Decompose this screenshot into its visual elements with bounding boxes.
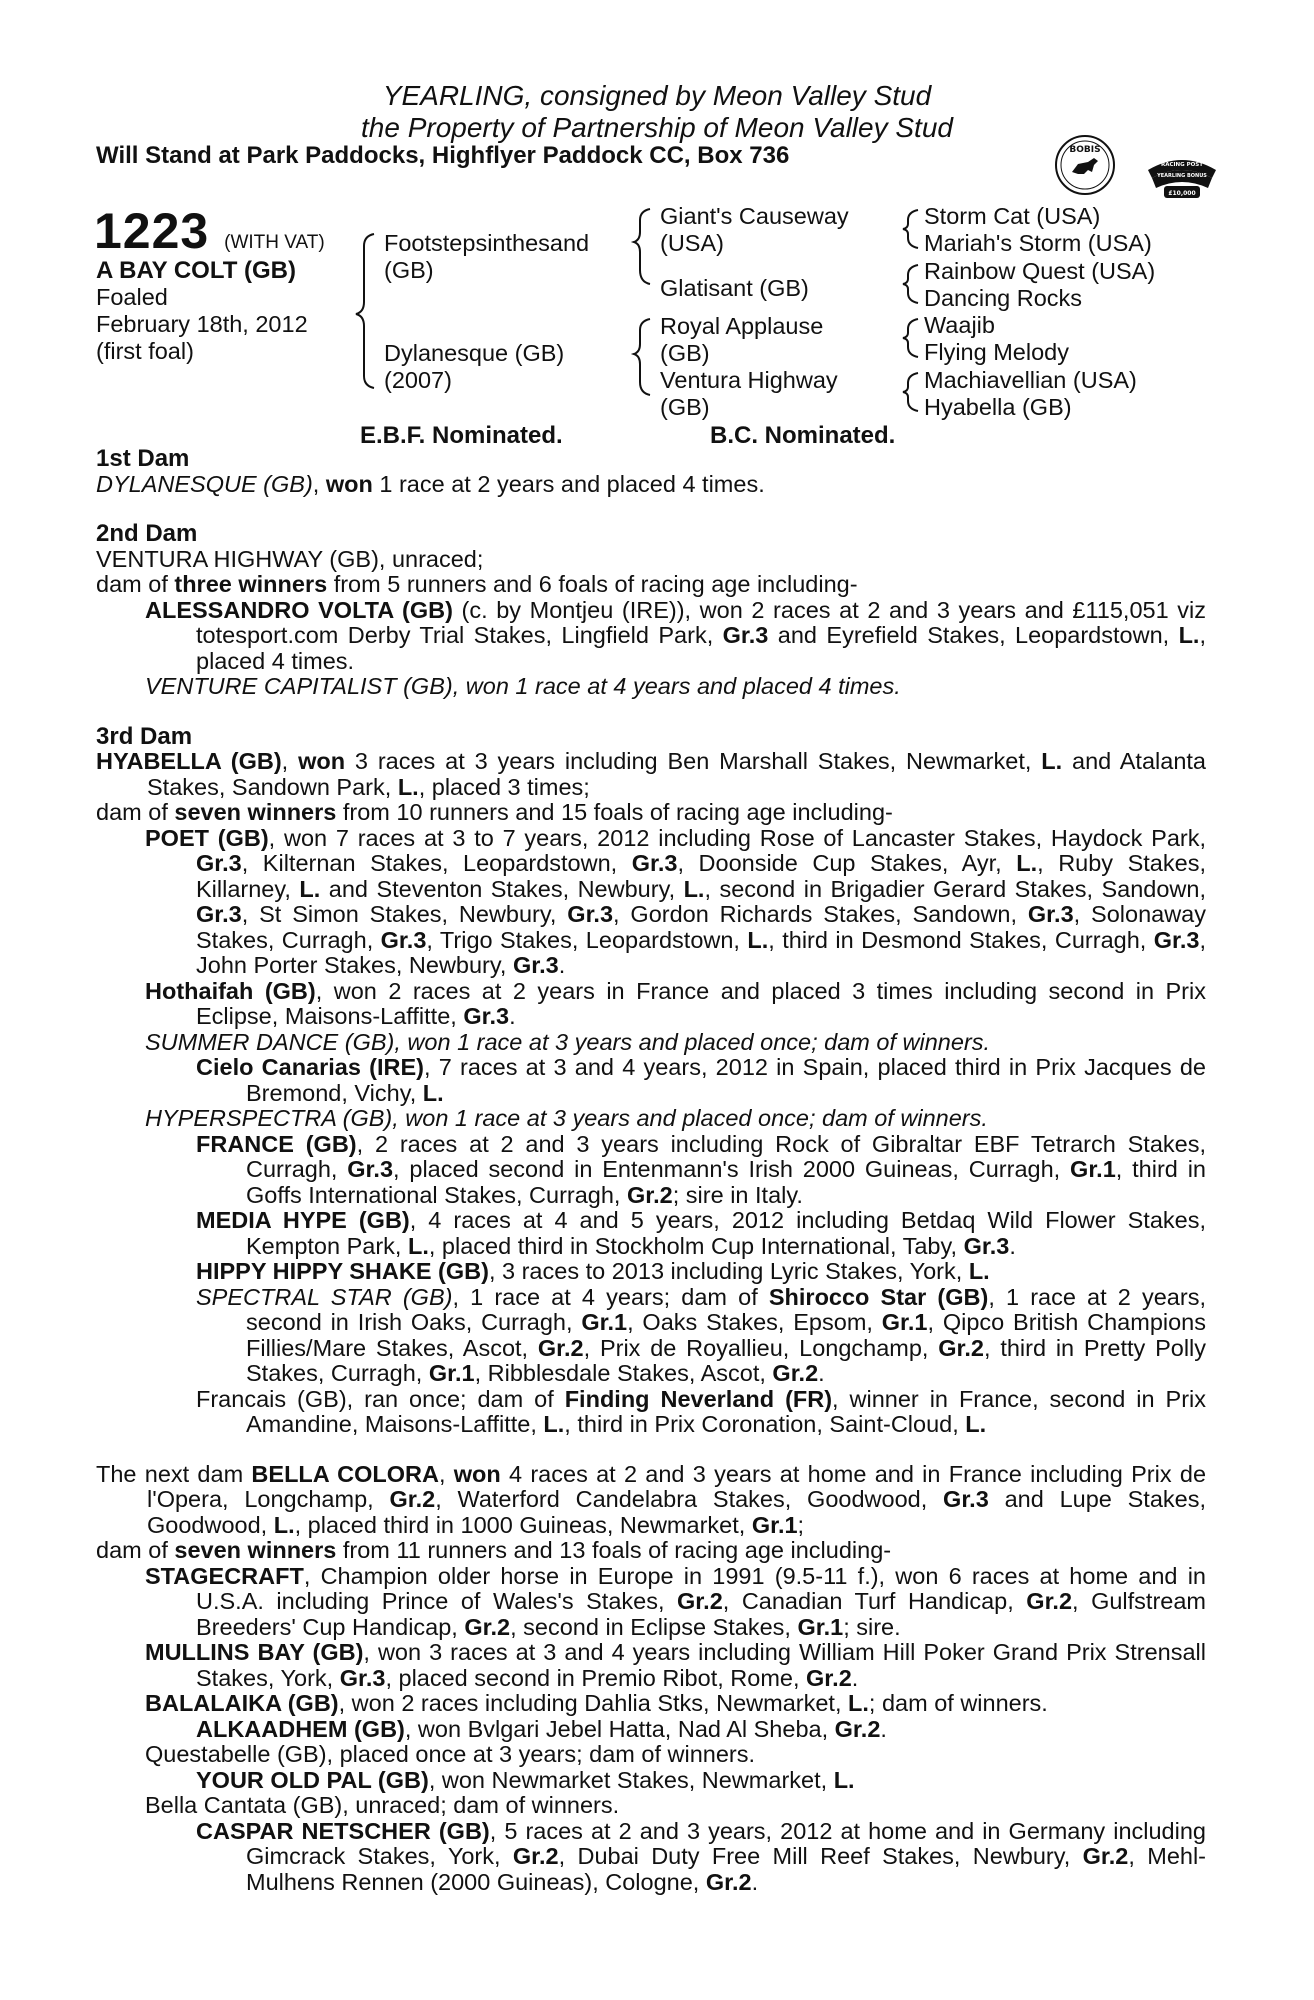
francais-record: Francais (GB), ran once; dam of Finding Neverland (FR), winner in France, second in Prix Amandine, Maisons-Laffitte, L., third in Prix Coronation, Saint-Cloud, L. — [196, 1385, 1206, 1437]
sire-country: (GB) — [384, 257, 434, 283]
bella-cantata-record: Bella Cantata (GB), unraced; dam of winners. — [145, 1792, 620, 1818]
dam-sire-country: (GB) — [660, 340, 710, 366]
lot-number: 1223 (WITH VAT) — [94, 203, 325, 259]
bella-colora-record: The next dam BELLA COLORA, won 4 races at 2 and 3 years at home and in France including Prix de l'Opera, Longchamp, Gr.2, Waterford Candelabra Stakes, Goodwood, Gr.3 and Lupe Stakes, Goodwood, L., placed third in 1000 Guineas, Newmarket, Gr.1; — [96, 1460, 1207, 1538]
foaled-date: February 18th, 2012 — [96, 311, 308, 337]
ggd-3: Flying Melody — [924, 339, 1069, 365]
dam-year: (2007) — [384, 367, 452, 393]
venture-capitalist-record: VENTURE CAPITALIST (GB), won 1 race at 4 years and placed 4 times. — [145, 673, 901, 699]
cielo-canarias-record: Cielo Canarias (IRE), 7 races at 3 and 4 years, 2012 in Spain, placed third in Prix Jacques de Bremond, Vichy, L. — [196, 1054, 1206, 1106]
mullins-bay-record: MULLINS BAY (GB), won 3 races at 3 and 4 years including William Hill Poker Grand Prix Strensall Stakes, York, Gr.3, placed second in Premio Ribot, Rome, Gr.2. — [145, 1639, 1206, 1691]
balalaika-record: BALALAIKA (GB), won 2 races including Dahlia Stks, Newmarket, L.; dam of winners. — [145, 1690, 1048, 1716]
bobis-text: BOBIS — [1069, 145, 1101, 155]
pedigree-braces — [0, 0, 1314, 420]
foaled-label: Foaled — [96, 284, 168, 310]
your-old-pal-record: YOUR OLD PAL (GB), won Newmarket Stakes, Newmarket, L. — [196, 1766, 855, 1793]
lot-name: A BAY COLT (GB) — [96, 257, 297, 284]
dam-sire: Royal Applause — [660, 313, 824, 339]
first-foal-note: (first foal) — [96, 338, 194, 364]
ggs-4: Machiavellian (USA) — [924, 367, 1137, 393]
hothaifah-record: Hothaifah (GB), won 2 races at 2 years in France and placed 3 times including second in Prix Eclipse, Maisons-Laffitte, Gr.3. — [145, 977, 1206, 1029]
media-hype-record: MEDIA HYPE (GB), 4 races at 4 and 5 years, 2012 including Betdaq Wild Flower Stakes, Kempton Park, L., placed third in Stockholm Cup International, Taby, Gr.3. — [196, 1207, 1206, 1259]
yearling-bonus-text: YEARLING BONUS — [1157, 173, 1207, 179]
ggs-3: Waajib — [924, 312, 995, 338]
hippy-hippy-shake-record: HIPPY HIPPY SHAKE (GB), 3 races to 2013 including Lyric Stakes, York, L. — [196, 1258, 990, 1284]
france-record: FRANCE (GB), 2 races at 2 and 3 years including Rock of Gibraltar EBF Tetrarch Stakes, Curragh, Gr.3, placed second in Entenmann's Irish 2000 Guineas, Curragh, Gr.1, third in Goffs International Stakes, Curragh, Gr.2; sire in Italy. — [196, 1130, 1207, 1208]
bonus-amount-text: £10,000 — [1168, 190, 1196, 197]
bc-nominated: B.C. Nominated. — [710, 422, 896, 449]
sire-name: Footstepsinthesand — [384, 230, 590, 256]
header-location: Will Stand at Park Paddocks, Highflyer Paddock CC, Box 736 — [96, 142, 790, 169]
next-dam-produce-summary: dam of seven winners from 11 runners and 13 foals of racing age including- — [96, 1537, 892, 1563]
racing-post-text: RACING POST — [1160, 162, 1204, 168]
ggs-2: Rainbow Quest (USA) — [924, 258, 1156, 284]
spectral-star-record: SPECTRAL STAR (GB), 1 race at 4 years; dam of Shirocco Star (GB), 1 race at 2 years, second in Irish Oaks, Curragh, Gr.1, Oaks Stakes, Epsom, Gr.1, Qipco British Champions Fillies/Mare Stakes, Ascot, Gr.2, Prix de Royallieu, Longchamp, Gr.2, third in Pretty Polly Stakes, Curragh, Gr.1, Ribblesdale Stakes, Ascot, Gr.2. — [196, 1283, 1207, 1386]
sire-dam: Glatisant (GB) — [660, 275, 809, 301]
first-dam-record: DYLANESQUE (GB), won 1 race at 2 years and placed 4 times. — [96, 470, 765, 497]
poet-record: POET (GB), won 7 races at 3 to 7 years, 2012 including Rose of Lancaster Stakes, Haydock Park, Gr.3, Kilternan Stakes, Leopardstown, Gr.3, Doonside Cup Stakes, Ayr, L., Ruby Stakes, Killarney, L. and Steventon Stakes, Newbury, L., second in Brigadier Gerard Stakes, Sandown, Gr.3, St Simon Stakes, Newbury, Gr.3, Gordon Richards Stakes, Sandown, Gr.3, Solonaway Stakes, Curragh, Gr.3, Trigo Stakes, Leopardstown, L., third in Desmond Stakes, Curragh, Gr.3, John Porter Stakes, Newbury, Gr.3. — [145, 824, 1206, 978]
catalogue-body — [96, 446, 1206, 1895]
second-dam-produce-summary: dam of three winners from 5 runners and 6 foals of racing age including- — [96, 571, 858, 597]
ebf-nominated: E.B.F. Nominated. — [360, 422, 563, 449]
ggd-1: Mariah's Storm (USA) — [924, 230, 1152, 256]
alkaadhem-record: ALKAADHEM (GB), won Bvlgari Jebel Hatta, Nad Al Sheba, Gr.2. — [196, 1715, 887, 1742]
ggd-2: Dancing Rocks — [924, 285, 1083, 311]
alessandro-volta-record: ALESSANDRO VOLTA (GB) (c. by Montjeu (IRE)), won 2 races at 2 and 3 years and £115,051 viz totesport.com Derby Trial Stakes, Lingfield Park, Gr.3 and Eyrefield Stakes, Leopardstown, L., placed 4 times. — [145, 596, 1206, 674]
header-property: the Property of Partnership of Meon Valley Stud — [361, 112, 953, 143]
third-dam-produce-summary: dam of seven winners from 10 runners and 15 foals of racing age including- — [96, 799, 893, 825]
stagecraft-record: STAGECRAFT, Champion older horse in Europe in 1991 (9.5-11 f.), won 6 races at home and in U.S.A. including Prince of Wales's Stakes, Gr.2, Canadian Turf Handicap, Gr.2, Gulfstream Breeders' Cup Handicap, Gr.2, second in Eclipse Stakes, Gr.1; sire. — [145, 1562, 1206, 1640]
sire-sire: Giant's Causeway — [660, 203, 849, 229]
vat-label: (WITH VAT) — [224, 232, 325, 253]
hyabella-record: HYABELLA (GB), won 3 races at 3 years including Ben Marshall Stakes, Newmarket, L. and Atalanta Stakes, Sandown Park, L., placed 3 times; — [96, 748, 1206, 800]
third-dam-heading: 3rd Dam — [96, 722, 193, 750]
second-dam-name: VENTURA HIGHWAY (GB), unraced; — [96, 545, 484, 572]
questabelle-record: Questabelle (GB), placed once at 3 years; dam of winners. — [145, 1741, 756, 1767]
dam-name: Dylanesque (GB) — [384, 340, 565, 366]
hyperspectra-record: HYPERSPECTRA (GB), won 1 race at 3 years and placed once; dam of winners. — [145, 1105, 988, 1131]
summer-dance-record: SUMMER DANCE (GB), won 1 race at 3 years and placed once; dam of winners. — [145, 1028, 991, 1055]
sire-sire-country: (USA) — [660, 230, 724, 256]
first-dam-heading: 1st Dam — [96, 445, 190, 472]
ggs-1: Storm Cat (USA) — [924, 203, 1101, 229]
second-dam-heading: 2nd Dam — [96, 520, 198, 547]
caspar-netscher-record: CASPAR NETSCHER (GB), 5 races at 2 and 3 years, 2012 at home and in Germany including Gimcrack Stakes, York, Gr.2, Dubai Duty Free Mill Reef Stakes, Newbury, Gr.2, Mehl-Mulhens Rennen (2000 Guineas), Cologne, Gr.2. — [196, 1817, 1207, 1895]
header-consignor: YEARLING, consigned by Meon Valley Stud — [382, 80, 932, 111]
dam-dam-country: (GB) — [660, 394, 710, 420]
ggd-4: Hyabella (GB) — [924, 394, 1072, 420]
dam-dam: Ventura Highway — [660, 367, 838, 393]
